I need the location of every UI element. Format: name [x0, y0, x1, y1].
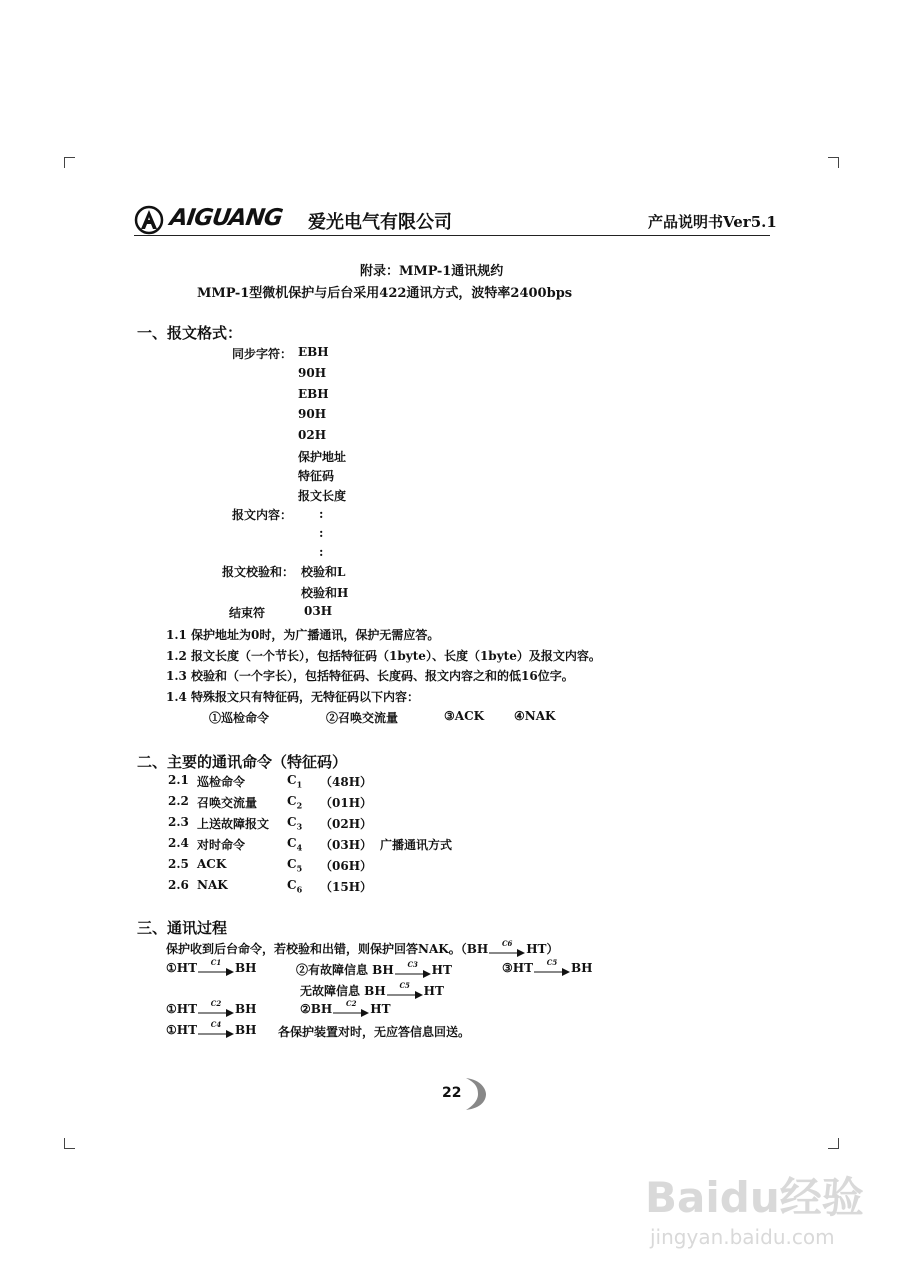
content-dots: :: [319, 507, 324, 521]
sync-label: 同步字符：: [232, 347, 293, 361]
note-item: 1.1 保护地址为0时，为广播通讯，保护无需应答。: [166, 628, 440, 642]
code-sub: 3: [296, 821, 303, 832]
command-hex: （02H）: [320, 817, 373, 831]
arrow-label: C2: [346, 998, 357, 1008]
arrow-icon: [198, 1019, 234, 1038]
flow-r4a: [166, 1019, 257, 1038]
flow-source: ①HT: [166, 1002, 198, 1016]
flow-target: BH: [235, 961, 257, 975]
arrow-icon: [395, 959, 431, 978]
command-number: 2.5: [168, 857, 189, 871]
process-note: 各保护装置对时，无应答信息回送。: [278, 1025, 471, 1039]
special-item: ③ACK: [444, 709, 485, 723]
command-hex: （48H）: [320, 775, 373, 789]
logo-wordmark: AIGUANG: [168, 205, 284, 231]
arrow-label: C6: [501, 938, 513, 948]
command-hex: （06H）: [320, 859, 373, 873]
command-code: [287, 836, 302, 852]
arrow-icon: [198, 957, 234, 976]
checksum-label: 报文校验和：: [222, 565, 295, 579]
flow-source: 无故障信息 BH: [300, 984, 386, 998]
command-name: NAK: [197, 878, 228, 892]
command-name: 对时命令: [197, 838, 246, 852]
sync-value: EBH: [298, 387, 329, 401]
flow-source: ②有故障信息 BH: [296, 963, 394, 977]
appendix-title: 附录：MMP-1通讯规约: [360, 264, 504, 279]
arrow-label: C2: [210, 998, 222, 1008]
checksum-value: 校验和L: [301, 565, 346, 579]
code-sub: 2: [296, 800, 303, 811]
code-letter: C: [287, 794, 297, 808]
command-number: 2.1: [168, 773, 189, 787]
flow-r1c: [502, 957, 593, 976]
watermark-brand: Baidu经验: [645, 1173, 864, 1222]
command-code: [287, 815, 302, 831]
command-code: [287, 857, 302, 873]
end-label: 结束符: [229, 606, 266, 620]
sync-value: EBH: [298, 345, 329, 359]
crop-mark-top-left: [64, 157, 75, 168]
arrow-label: C3: [407, 959, 418, 969]
arrow-label: C5: [546, 957, 558, 967]
page-crescent-icon: [462, 1076, 488, 1112]
flow-source: ②BH: [300, 1002, 333, 1016]
code-sub: 1: [296, 779, 303, 790]
command-number: 2.3: [168, 815, 189, 829]
code-letter: C: [287, 836, 297, 850]
page-number: 22: [442, 1085, 462, 1101]
section-heading: 二、主要的通讯命令（特征码）: [137, 753, 348, 771]
sync-value: 02H: [298, 428, 327, 442]
arrow-label: C4: [210, 1019, 222, 1029]
crop-mark-bottom-left: [64, 1138, 75, 1149]
arrow-icon: [534, 957, 570, 976]
command-name: 上送故障报文: [197, 817, 270, 831]
section-heading: 三、通讯过程: [137, 919, 228, 937]
command-note: 广播通讯方式: [380, 838, 453, 852]
command-hex: （03H）: [320, 838, 373, 852]
section-heading: 一、报文格式：: [137, 324, 243, 342]
content-label: 报文内容：: [232, 508, 293, 522]
flow-r1a: [166, 957, 257, 976]
company-name: 爱光电气有限公司: [308, 212, 452, 233]
flow-r3a: [166, 998, 257, 1017]
command-number: 2.2: [168, 794, 189, 808]
command-code: [287, 794, 302, 810]
crop-mark-top-right: [828, 157, 839, 168]
intro-end: HT）: [526, 942, 559, 956]
flow-r2: [300, 982, 444, 999]
flow-target: HT: [431, 963, 452, 977]
flow-r1b: [296, 961, 452, 978]
flow-target: BH: [235, 1002, 257, 1016]
code-letter: C: [287, 857, 297, 871]
command-name: 巡检命令: [197, 775, 246, 789]
arrow-icon: [198, 998, 234, 1017]
doc-version: 产品说明书Ver5.1: [648, 213, 777, 231]
arrow-label: C5: [399, 980, 410, 990]
flow-target: HT: [370, 1002, 391, 1016]
process-intro: [166, 940, 558, 957]
code-sub: 4: [296, 842, 303, 853]
special-item: ①巡检命令: [209, 711, 270, 725]
note-item: 1.2 报文长度（一个节长），包括特征码（1byte）、长度（1byte）及报文内容。: [166, 649, 601, 663]
code-sub: 6: [296, 884, 303, 895]
sync-value: 保护地址: [298, 450, 347, 464]
command-code: [287, 878, 302, 894]
command-code: [287, 773, 302, 789]
header-rule: [134, 235, 770, 236]
note-item: 1.4 特殊报文只有特征码，无特征码以下内容：: [166, 690, 420, 704]
command-number: 2.6: [168, 878, 189, 892]
command-name: ACK: [197, 857, 227, 871]
content-dots: :: [319, 526, 324, 540]
company-logo-icon: [134, 205, 164, 235]
content-dots: :: [319, 545, 324, 559]
arrow-icon: [387, 980, 423, 999]
flow-source: ①HT: [166, 961, 198, 975]
watermark-url: jingyan.baidu.com: [650, 1225, 835, 1249]
checksum-value: 校验和H: [301, 586, 349, 600]
command-name: 召唤交流量: [197, 796, 258, 810]
code-sub: 5: [296, 863, 303, 874]
end-value: 03H: [304, 604, 333, 618]
sync-value: 90H: [298, 366, 327, 380]
note-item: 1.3 校验和（一个字长），包括特征码、长度码、报文内容之和的低16位字。: [166, 669, 574, 683]
code-letter: C: [287, 773, 297, 787]
flow-target: HT: [423, 984, 444, 998]
code-letter: C: [287, 815, 297, 829]
special-item: ②召唤交流量: [326, 711, 399, 725]
flow-r3b: [300, 998, 391, 1017]
intro-text: 保护收到后台命令，若校验和出错，则保护回答NAK。（BH: [166, 942, 489, 956]
crop-mark-bottom-right: [828, 1138, 839, 1149]
arrow-icon: [489, 938, 525, 957]
code-letter: C: [287, 878, 297, 892]
command-hex: （15H）: [320, 880, 373, 894]
arrow-label: C1: [210, 957, 222, 967]
flow-source: ③HT: [502, 961, 534, 975]
appendix-subtitle: MMP-1型微机保护与后台采用422通讯方式，波特率2400bps: [197, 286, 573, 301]
command-number: 2.4: [168, 836, 189, 850]
command-hex: （01H）: [320, 796, 373, 810]
flow-target: BH: [571, 961, 593, 975]
special-item: ④NAK: [514, 709, 556, 723]
sync-value: 特征码: [298, 469, 335, 483]
flow-target: BH: [235, 1023, 257, 1037]
sync-value: 报文长度: [298, 489, 347, 503]
arrow-icon: [333, 998, 369, 1017]
flow-source: ①HT: [166, 1023, 198, 1037]
sync-value: 90H: [298, 407, 327, 421]
